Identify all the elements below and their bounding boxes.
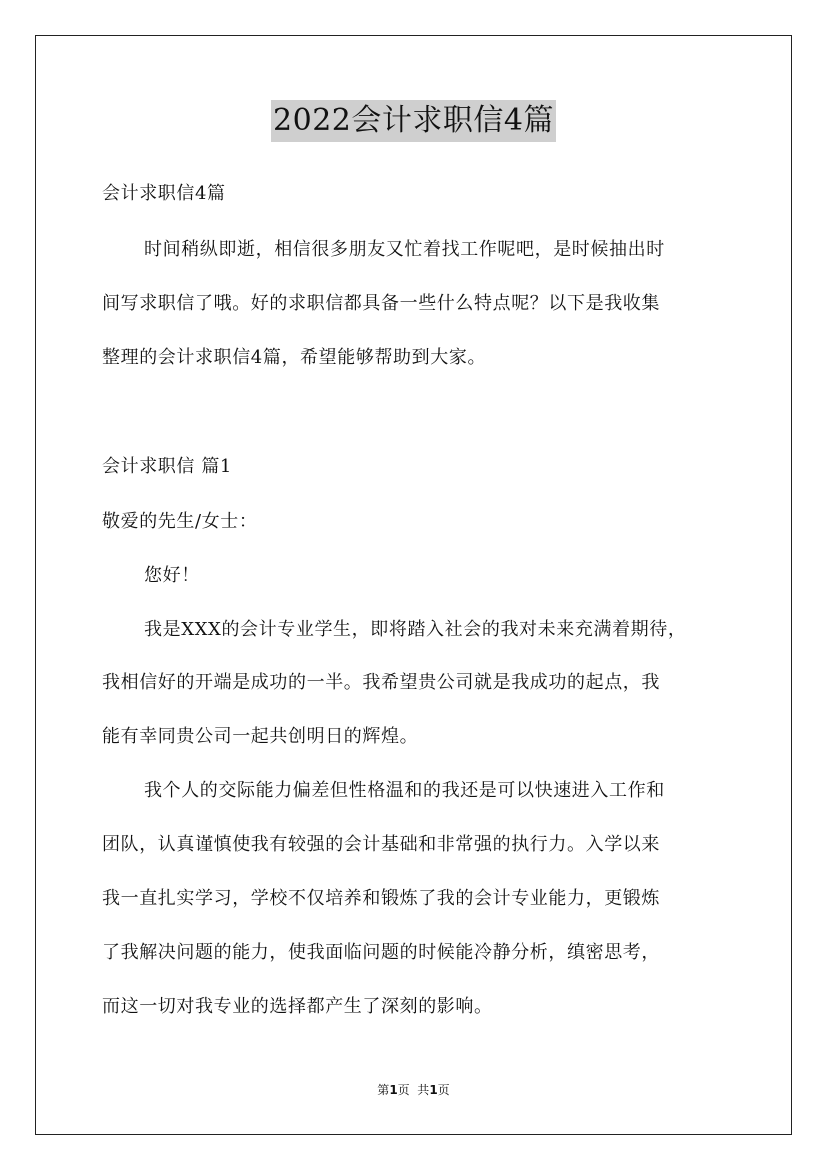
footer-prefix: 第	[377, 1083, 390, 1097]
document-subtitle: 会计求职信4篇	[102, 183, 226, 204]
footer-total-pages: 1	[429, 1083, 438, 1097]
footer-mid: 页 共	[397, 1083, 430, 1097]
para1-line-2: 我相信好的开端是成功的一半。我希望贵公司就是我成功的起点，我	[102, 672, 660, 693]
document-title: 2022会计求职信4篇	[271, 100, 556, 142]
greeting: 您好！	[144, 565, 200, 586]
intro-line-1: 时间稍纵即逝，相信很多朋友又忙着找工作呢吧，是时候抽出时	[144, 239, 665, 260]
footer-page-number: 1	[389, 1083, 398, 1097]
section-heading: 会计求职信 篇1	[102, 456, 232, 477]
title-wrap	[0, 100, 827, 142]
para2-line-3: 我一直扎实学习，学校不仅培养和锻炼了我的会计专业能力，更锻炼	[102, 888, 660, 909]
para1-line-3: 能有幸同贵公司一起共创明日的辉煌。	[102, 726, 419, 747]
para2-line-1: 我个人的交际能力偏差但性格温和的我还是可以快速进入工作和	[144, 780, 665, 801]
page-footer	[0, 1082, 827, 1098]
para2-line-4: 了我解决问题的能力，使我面临问题的时候能冷静分析，缜密思考，	[102, 942, 660, 963]
para1-line-1: 我是XXX的会计专业学生，即将踏入社会的我对未来充满着期待，	[144, 619, 687, 640]
salutation: 敬爱的先生/女士：	[102, 511, 258, 532]
intro-line-2: 间写求职信了哦。好的求职信都具备一些什么特点呢？以下是我收集	[102, 293, 660, 314]
intro-line-3: 整理的会计求职信4篇，希望能够帮助到大家。	[102, 347, 487, 368]
footer-suffix: 页	[437, 1083, 450, 1097]
para2-line-2: 团队，认真谨慎使我有较强的会计基础和非常强的执行力。入学以来	[102, 834, 660, 855]
para2-line-5: 而这一切对我专业的选择都产生了深刻的影响。	[102, 996, 493, 1017]
